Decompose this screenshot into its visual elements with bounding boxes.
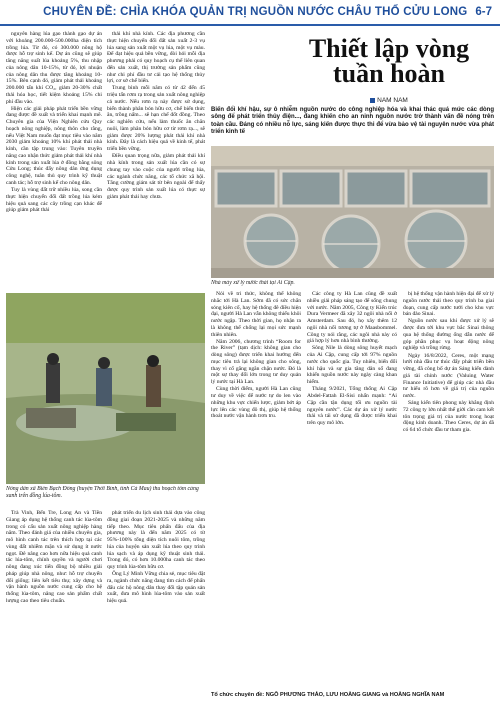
author-name: NAM NAM (377, 97, 408, 104)
paragraph: bị hệ thống vận hành hiện đại để xử lý nguồn nước thải theo quy trình ba giai đoạn, cung cấp nước tưới cho khu vực bán đảo Sinai. (403, 291, 494, 318)
paragraph: Tháng 9/2021, Tổng thống Ai Cập Abdel-Fattah El-Sisi nhấn mạnh: “Ai Cập cần tận dụng tối ưu nguồn tài nguyên nước”. Các dự án xử lý nước thải và tái sử dụng đã được triển khai trên quy mô lớn. (307, 386, 397, 427)
paragraph: Trà Vinh, Bến Tre, Long An và Tiền Giang áp dụng hệ thống canh tác lúa-tôm trong có cấu sản xuất nông nghiệp hàng năm. Theo đánh giá của nhiều chuyên gia, mô hình canh tác trên thích hợp tại các vùng đất nhiễm mặn và sử dụng ít nước ngọt. Đê nâng cao hơn nữa hiệu quả canh tác lúa-tôm, chính quyền và người chơi nông đang xúc tiến đồng bộ nhiều giải pháp giúp nhà nông, như: hỗ trợ chuyển đổi giống; liên kết tiêu thụ; xây dựng và vận hành nguồn nước cung cấp cho hệ thống lúa-tôm, nâng cao sản phẩm chất lượng cao theo tiêu chuẩn. (6, 510, 102, 604)
article-lede: Biến đổi khí hậu, sự ô nhiễm nguồn nước do công nghiệp hóa và khai thác quá mức các dòng sông để phát triển thủy điện..., đang khiến cho an ninh nguồn nước trở thành vấn đề nóng trên toàn cầu. Đáng có nhiều nỗ lực, sáng kiến được thực thi để vừa bảo vệ tài nguyên nước vừa phát triển kinh tế (211, 107, 494, 135)
paragraph: Tuy là vùng đất trữ nhiều lúa, song cần thực hiện chuyển đổi đất trồng lúa kém hiệu quả sang các cây trồng cạn khác để giúp giảm phát thải (6, 187, 102, 214)
plant-photo-caption: Nhà máy xử lý nước thải tại Ai Cập. (211, 280, 295, 286)
text-column-right-2 (307, 291, 397, 691)
paragraph: thải khí nhà kính. Các địa phương cần thực hiện chuyển đổi đất sản xuất 2-3 vụ lúa sang sản xuất một vụ lúa, một vụ màu. Để đạt hiệu quả bền vững, đòi hỏi mỗi địa phương phải có quy hoạch cụ thể liên quan đến sản xuất, thị trường sản phẩm cũng như chi phí đầu tư cải tạo hệ thống thủy lợi, cơ sở chế biến. (107, 31, 205, 85)
paragraph: Hiện các giải pháp phát triển bền vững đang được đề xuất và triển khai mạnh mẽ. Chuyên gia của Viện Nghiên cứu Quy hoạch nông nghiệp, nông thôn cho rằng, nếu Việt Nam muốn đạt mục tiêu vào năm 2030 giảm khoảng 10% khí phát thải nhà kính, cần tập trung vào: Tuyên truyền nâng cao nhận thức giảm phát thải khí nhà kính trong sản xuất lúa ở đồng bằng sông Cửu Long; thúc đẩy nông dân ứng dụng công nghệ, tuân thủ quy trình kỹ thuật canh tác; hỗ trợ sinh kế cho nông dân. (6, 105, 102, 186)
paragraph: Các công ty Hà Lan cũng đề xuất nhiều giải pháp sáng tạo để sống chung với nước. Năm 2005, Công ty Kiến trúc Dura Vermeer đã xây 32 ngôi nhà nổi ở Amsterdam. Sau đó, họ xây thêm 12 ngôi nhà nổi tương tự ở Maasbommel. Công ty nói rằng, các ngôi nhà này có giá hợp lý hơn nhà bình thường. (307, 291, 397, 345)
section-title: CHUYÊN ĐỀ: CHÌA KHÓA QUẢN TRỊ NGUỒN NƯỚC CHÂU THỔ CỬU LONG (43, 6, 468, 18)
paragraph: Năm 2006, chương trình “Room for the River” (tạm dịch: không gian cho dòng sông) được triển khai hướng đến mục tiêu trả lại không gian cho sông, thay vì cố gắng ngăn chặn nước. Đó là một sự thay đổi lớn trong tư duy quản lý nước tại Hà Lan. (211, 338, 301, 386)
article-headline: Thiết lập vòng tuần hoàn (308, 34, 470, 88)
author-byline (284, 97, 494, 104)
paragraph: Cùng thời điểm, người Hà Lan cũng tư duy về việc để nước tự do len vào những khu vực chiến lược, giảm bớt áp lực lên các vùng đô thị, giúp hệ thống thoát nước vận hành trơn tru. (211, 386, 301, 420)
paragraph: Ông Lý Minh Vững chia sẻ, mục tiêu đặt ra, ngành chức năng đang tìm cách để phấn đấu các hộ nông dân thay đổi tập quán sản xuất, đưa mô hình lúa-tôm vào sản xuất hiệu quả. (107, 571, 205, 605)
paragraph: Ngày 16/8/2022, Ceres, một mạng lưới nhà đầu tư thúc đẩy phát triển bền vững, đã công bố dự án Sáng kiến dành giá tài chính nước (Valuing Water Finance Initiative) để giúp các nhà đầu tư hiểu rõ hơn về giá trị của nguồn nước. (403, 352, 494, 400)
page-numbers: 6-7 (475, 6, 492, 18)
paragraph: Trung bình mỗi năm có từ 42 đến 45 triệu tấn rơm rạ trong sản xuất nông nghiệp cả nước. Nếu rơm rạ này được sử dụng, biến thành phân bón hữu cơ, chế biến thức ăn, trồng nấm... sẽ hạn chế đốt đồng. Theo các nghiên cứu, nếu làm thuốc ăn chăn nuôi, làm phân bón hữu cơ từ rơm rạ..., sẽ giảm được 20% lượng phát thải khí nhà kính. Đây là cách hiệu quả về kinh tế, phát triển bền vững. (107, 85, 205, 153)
paragraph: phát triển du lịch sinh thái dựa vào công đồng giai đoạn 2021-2025 và những năm tiếp theo. Mục tiêu phấn đấu của địa phương này là đến năm 2025 có từ 95%-100% tổng diện tích nuôi tôm, trồng lúa của huyện sản xuất lúa theo quy trình lúa sạch và áp dụng kỹ thuật sinh thái. Trong đó, có hơn 10.000ha canh tác theo quy trình lúa-tôm hữu cơ. (107, 510, 205, 570)
feature-credits: Tổ chức chuyên đề: NGÔ PHƯƠNG THẢO, LƯU HOÀNG GIANG và HOÀNG NGHĨA NAM (211, 692, 445, 698)
page-header (0, 0, 500, 26)
farmers-harvest-photo (6, 293, 205, 484)
paragraph: Sáng kiến tiên phong này khẳng định 72 công ty lớn nhất thế giới cần cam kết tôn trọng giá trị của nước trong hoạt động kinh doanh. Theo Ceres, dự án đã có 64 tổ chức đầu tư tham gia. (403, 400, 494, 434)
paragraph: Nguồn nước sau khi được xử lý sẽ được đưa tới khu vực bắc Sinai thông qua hệ thống đường ống dẫn nước để góp phần phục vụ hoạt động nông nghiệp và trồng rừng. (403, 318, 494, 352)
paragraph: Sông Nile là dòng sông huyết mạch của Ai Cập, cung cấp tới 97% nguồn nước cho quốc gia. Tuy nhiên, biến đổi khí hậu và sự gia tăng dân số đang khiến nguồn nước này ngày càng khan hiếm. (307, 345, 397, 386)
farmers-photo-caption: Nông dân xã Biển Bạch Đông (huyện Thới Bình, tỉnh Cà Mau) thu hoạch tôm càng xanh trên đồng lúa-tôm. (6, 486, 199, 499)
water-treatment-plant-photo (211, 146, 494, 278)
paragraph: nguyên hàng lúa gạo thành gạo dự án với khoảng 200.000-500.000ha diện tích trồng lúa. Từ đó, có 300.000 nông hộ được hỗ trợ sinh kế. Dự án cũng sẽ giúp tăng năng suất lúa khoảng 5%, thu nhập của nông dân 10-15%, từ đó, lợi nhuận của nông dân thu được tăng khoảng 10-15%. Bên cạnh đó, giảm phát thải khoảng 200.000 tấn khí CO₂, giảm 20-30% chất thải hóa học, tiết kiệm khoảng 15% chi phí đầu vào. (6, 31, 102, 105)
paragraph: Nói về tri thức, không thể không nhắc tới Hà Lan. Sớm đã có sức chắn sóng kiên cố, hay hệ thống đê điều hiện đại, người Hà Lan vẫn không thiếu khôi nước ngập. Theo thời gian, họ nhận ra là không thể chống lại mọi sức mạnh thiên nhiên. (211, 291, 301, 338)
text-column-right-1 (211, 291, 301, 691)
text-column-mid-bottom (107, 510, 205, 702)
text-column-right-3 (403, 291, 494, 691)
paragraph: Điều quan trọng nữa, giảm phát thải khí nhà kính trong sản xuất lúa cần có sự chung tay vào cuộc của người trồng lúa, các ngành chức năng, các tổ chức xã hội. Tăng cường giám sát từ bên ngoài để thấy được quy trình sản xuất lúa có thực sự giảm phát thải hay chưa. (107, 153, 205, 200)
text-column-left-bottom (6, 510, 102, 702)
byline-square-icon (370, 98, 375, 103)
